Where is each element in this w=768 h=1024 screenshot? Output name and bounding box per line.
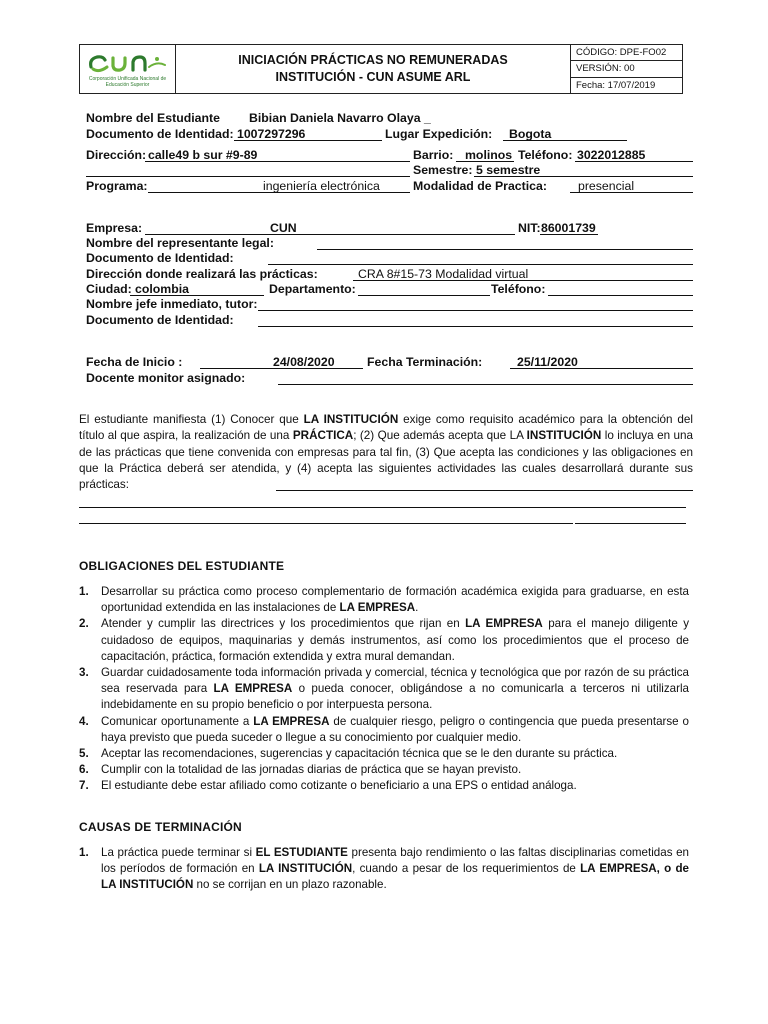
header-meta <box>571 45 682 93</box>
company-jefe-line <box>258 310 693 311</box>
company-doc2-line <box>258 326 693 327</box>
obligacion-number: 2. <box>79 617 89 631</box>
obligacion-item <box>79 584 689 616</box>
company-dir-label: Dirección donde realizará las prácticas: <box>86 267 318 281</box>
student-semestre-line <box>474 176 693 177</box>
student-name-value[interactable]: Bibian Daniela Navarro Olaya _ <box>249 111 431 125</box>
causas-list <box>79 845 689 894</box>
obligacion-bold: LA EMPRESA <box>339 601 416 615</box>
obligacion-number: 5. <box>79 747 89 761</box>
student-name-label: Nombre del Estudiante <box>86 111 220 125</box>
obligacion-text-end: . <box>415 601 419 615</box>
codigo-label: CÓDIGO: DPE-FO02 <box>576 47 667 59</box>
causas-text-3: , cuando a pesar de los requerimientos de <box>352 862 581 876</box>
obligacion-text-end: de cualquier riesgo, peligro o contingencia que pueda presentarse o haya previsto que pueda suceder o llegue a su conocimiento por cualquier medio. <box>101 714 689 744</box>
para-text-4: lo incluya en una de las prácticas que tiene convenida con empresas para tal fin, (3) Que acepta las condiciones y las obligaciones en que la Práctica deberá ser atendida, y (4) acepta las siguientes actividades las cuales desarrollará durante sus prácticas: <box>79 429 693 492</box>
obligacion-item <box>79 778 689 794</box>
para-bold-3: INSTITUCIÓN <box>526 429 602 443</box>
obligacion-number: 6. <box>79 763 89 777</box>
student-doc-label: Documento de Identidad: <box>86 127 234 141</box>
company-ciudad-value[interactable]: colombia <box>135 282 189 296</box>
student-exp-label: Lugar Expedición: <box>385 127 493 141</box>
company-depto-label: Departamento: <box>269 282 356 296</box>
student-semestre-label: Semestre: <box>413 163 473 177</box>
obligacion-text-end: o pueda conocer, obligándose a no comunicarla a terceros ni utilizarla indebidamente en su propio beneficio o por interpuesta persona. <box>101 682 689 712</box>
header-title <box>176 45 571 93</box>
student-semestre-value[interactable]: 5 semestre <box>476 163 541 177</box>
company-nit-label: NIT: <box>518 221 541 235</box>
student-modalidad-value[interactable]: presencial <box>578 179 635 193</box>
company-rep-label: Nombre del representante legal: <box>86 236 274 250</box>
obligacion-text: Guardar cuidadosamente toda información privada y comercial, técnica y tecnológica que por razón de su práctica sea reservada para <box>101 666 689 696</box>
activities-line-1 <box>276 490 693 491</box>
obligacion-number: 7. <box>79 779 89 793</box>
logo-cell <box>80 45 176 93</box>
obligacion-text: El estudiante debe estar afiliado como cotizante o beneficiario a una EPS o entidad análoga. <box>101 779 577 793</box>
obligacion-text: Atender y cumplir las directrices y los procedimientos que rijan en <box>101 617 466 631</box>
cun-logo <box>87 51 169 75</box>
document-header <box>79 44 683 94</box>
activities-line-3a <box>79 523 573 524</box>
student-tel-value[interactable]: 3022012885 <box>577 148 646 162</box>
fecha-inicio-label: Fecha de Inicio : <box>86 355 183 369</box>
company-dir-value[interactable]: CRA 8#15-73 Modalidad virtual <box>358 267 529 281</box>
company-rep-line <box>317 249 693 250</box>
para-text-3: ; (2) Que además acepta que LA <box>353 429 527 443</box>
fecha-term-label: Fecha Terminación: <box>367 355 483 369</box>
activities-line-2 <box>79 507 686 508</box>
student-programa-label: Programa: <box>86 179 148 193</box>
obligacion-bold: LA EMPRESA <box>213 682 293 696</box>
student-exp-value[interactable]: Bogota <box>509 127 552 141</box>
version-label: VERSIÓN: 00 <box>571 60 682 76</box>
obligacion-item <box>79 665 689 714</box>
company-empresa-line <box>145 234 515 235</box>
student-barrio-value[interactable]: molinos <box>465 148 513 162</box>
student-dir-label: Dirección: <box>86 148 147 162</box>
obligacion-number: 4. <box>79 714 89 728</box>
docente-label: Docente monitor asignado: <box>86 371 246 385</box>
student-doc-value[interactable]: 1007297296 <box>237 127 306 141</box>
company-empresa-label: Empresa: <box>86 221 143 235</box>
fecha-label: Fecha: 17/07/2019 <box>571 77 682 93</box>
obligacion-item <box>79 714 689 746</box>
para-bold-2: PRÁCTICA <box>292 429 354 443</box>
causas-text-4: no se corrijan en un plazo razonable. <box>193 878 387 892</box>
causas-title: CAUSAS DE TERMINACIÓN <box>79 820 242 834</box>
causas-text-2: presenta bajo rendimiento o las faltas disciplinarias cometidas en los períodos de formación en <box>101 846 689 876</box>
causas-bold-3: LA EMPRESA, o de LA INSTITUCIÓN <box>101 862 689 892</box>
company-doc-label: Documento de Identidad: <box>86 251 234 265</box>
company-empresa-value[interactable]: CUN <box>270 221 297 235</box>
obligaciones-title: OBLIGACIONES DEL ESTUDIANTE <box>79 559 285 573</box>
company-ciudad-label: Ciudad: <box>86 282 132 296</box>
causas-item <box>79 845 689 894</box>
obligacion-text: Comunicar oportunamente a <box>101 714 254 728</box>
obligacion-text: Aceptar las recomendaciones, sugerencias y capacitación técnica que se le den durante su práctica. <box>101 747 618 761</box>
company-depto-line <box>358 295 490 296</box>
title-line-2: INSTITUCIÓN - CUN ASUME ARL <box>275 70 471 84</box>
company-doc-line <box>268 264 693 265</box>
obligacion-bold: LA EMPRESA <box>253 714 330 728</box>
causas-item-number: 1. <box>79 846 89 859</box>
company-jefe-label: Nombre jefe inmediato, tutor: <box>86 297 258 311</box>
activities-line-3b <box>575 523 686 524</box>
para-text-1: El estudiante manifiesta (1) Conocer que <box>79 413 304 426</box>
student-dir-line-2 <box>86 176 410 177</box>
obligacion-text: Cumplir con la totalidad de las jornadas diarias de práctica que se hayan previsto. <box>101 763 522 777</box>
causas-bold-1: EL ESTUDIANTE <box>255 846 348 859</box>
obligacion-item <box>79 762 689 778</box>
fecha-inicio-value[interactable]: 24/08/2020 <box>273 355 335 369</box>
para-text-2: exige como requisito académico para la obtención del título al que aspira, la realización de una <box>79 413 693 443</box>
student-tel-label: Teléfono: <box>518 148 573 162</box>
company-tel-line <box>548 295 693 296</box>
causas-text-1: La práctica puede terminar si <box>101 846 256 859</box>
obligacion-item <box>79 616 689 665</box>
para-bold-1: LA INSTITUCIÓN <box>303 413 399 426</box>
obligacion-item <box>79 746 689 762</box>
student-modalidad-label: Modalidad de Practica: <box>413 179 547 193</box>
obligaciones-list <box>79 584 689 795</box>
obligacion-bold: LA EMPRESA <box>465 617 543 631</box>
student-dir-value[interactable]: calle49 b sur #9-89 <box>148 148 258 162</box>
title-line-1: INICIACIÓN PRÁCTICAS NO REMUNERADAS <box>238 53 508 67</box>
obligacion-number: 1. <box>79 585 89 598</box>
obligacion-text: Desarrollar su práctica como proceso complementario de formación académica exigida para graduarse, en esta oportunidad extendida en las instalaciones de <box>101 585 689 615</box>
student-barrio-label: Barrio: <box>413 148 454 162</box>
logo-subtitle: Corporación Unificada Nacional de Educación Superior <box>88 75 167 88</box>
obligacion-number: 3. <box>79 666 89 680</box>
company-nit-value[interactable]: 86001739 <box>541 221 596 235</box>
student-programa-value[interactable]: ingeniería electrónica <box>263 179 380 193</box>
obligacion-text-end: para el manejo diligente y cuidadoso de equipos, maquinarias y demás instrumentos, así como los procedimientos que el proceso de capacitación, práctica, formación extendida y extra mural demandan. <box>101 617 689 663</box>
causas-bold-2: LA INSTITUCIÓN <box>258 862 353 876</box>
fecha-term-value[interactable]: 25/11/2020 <box>517 355 578 369</box>
company-tel-label: Teléfono: <box>491 282 546 296</box>
declaration-paragraph <box>79 412 693 493</box>
docente-line <box>278 384 693 385</box>
company-doc2-label: Documento de Identidad: <box>86 313 234 327</box>
